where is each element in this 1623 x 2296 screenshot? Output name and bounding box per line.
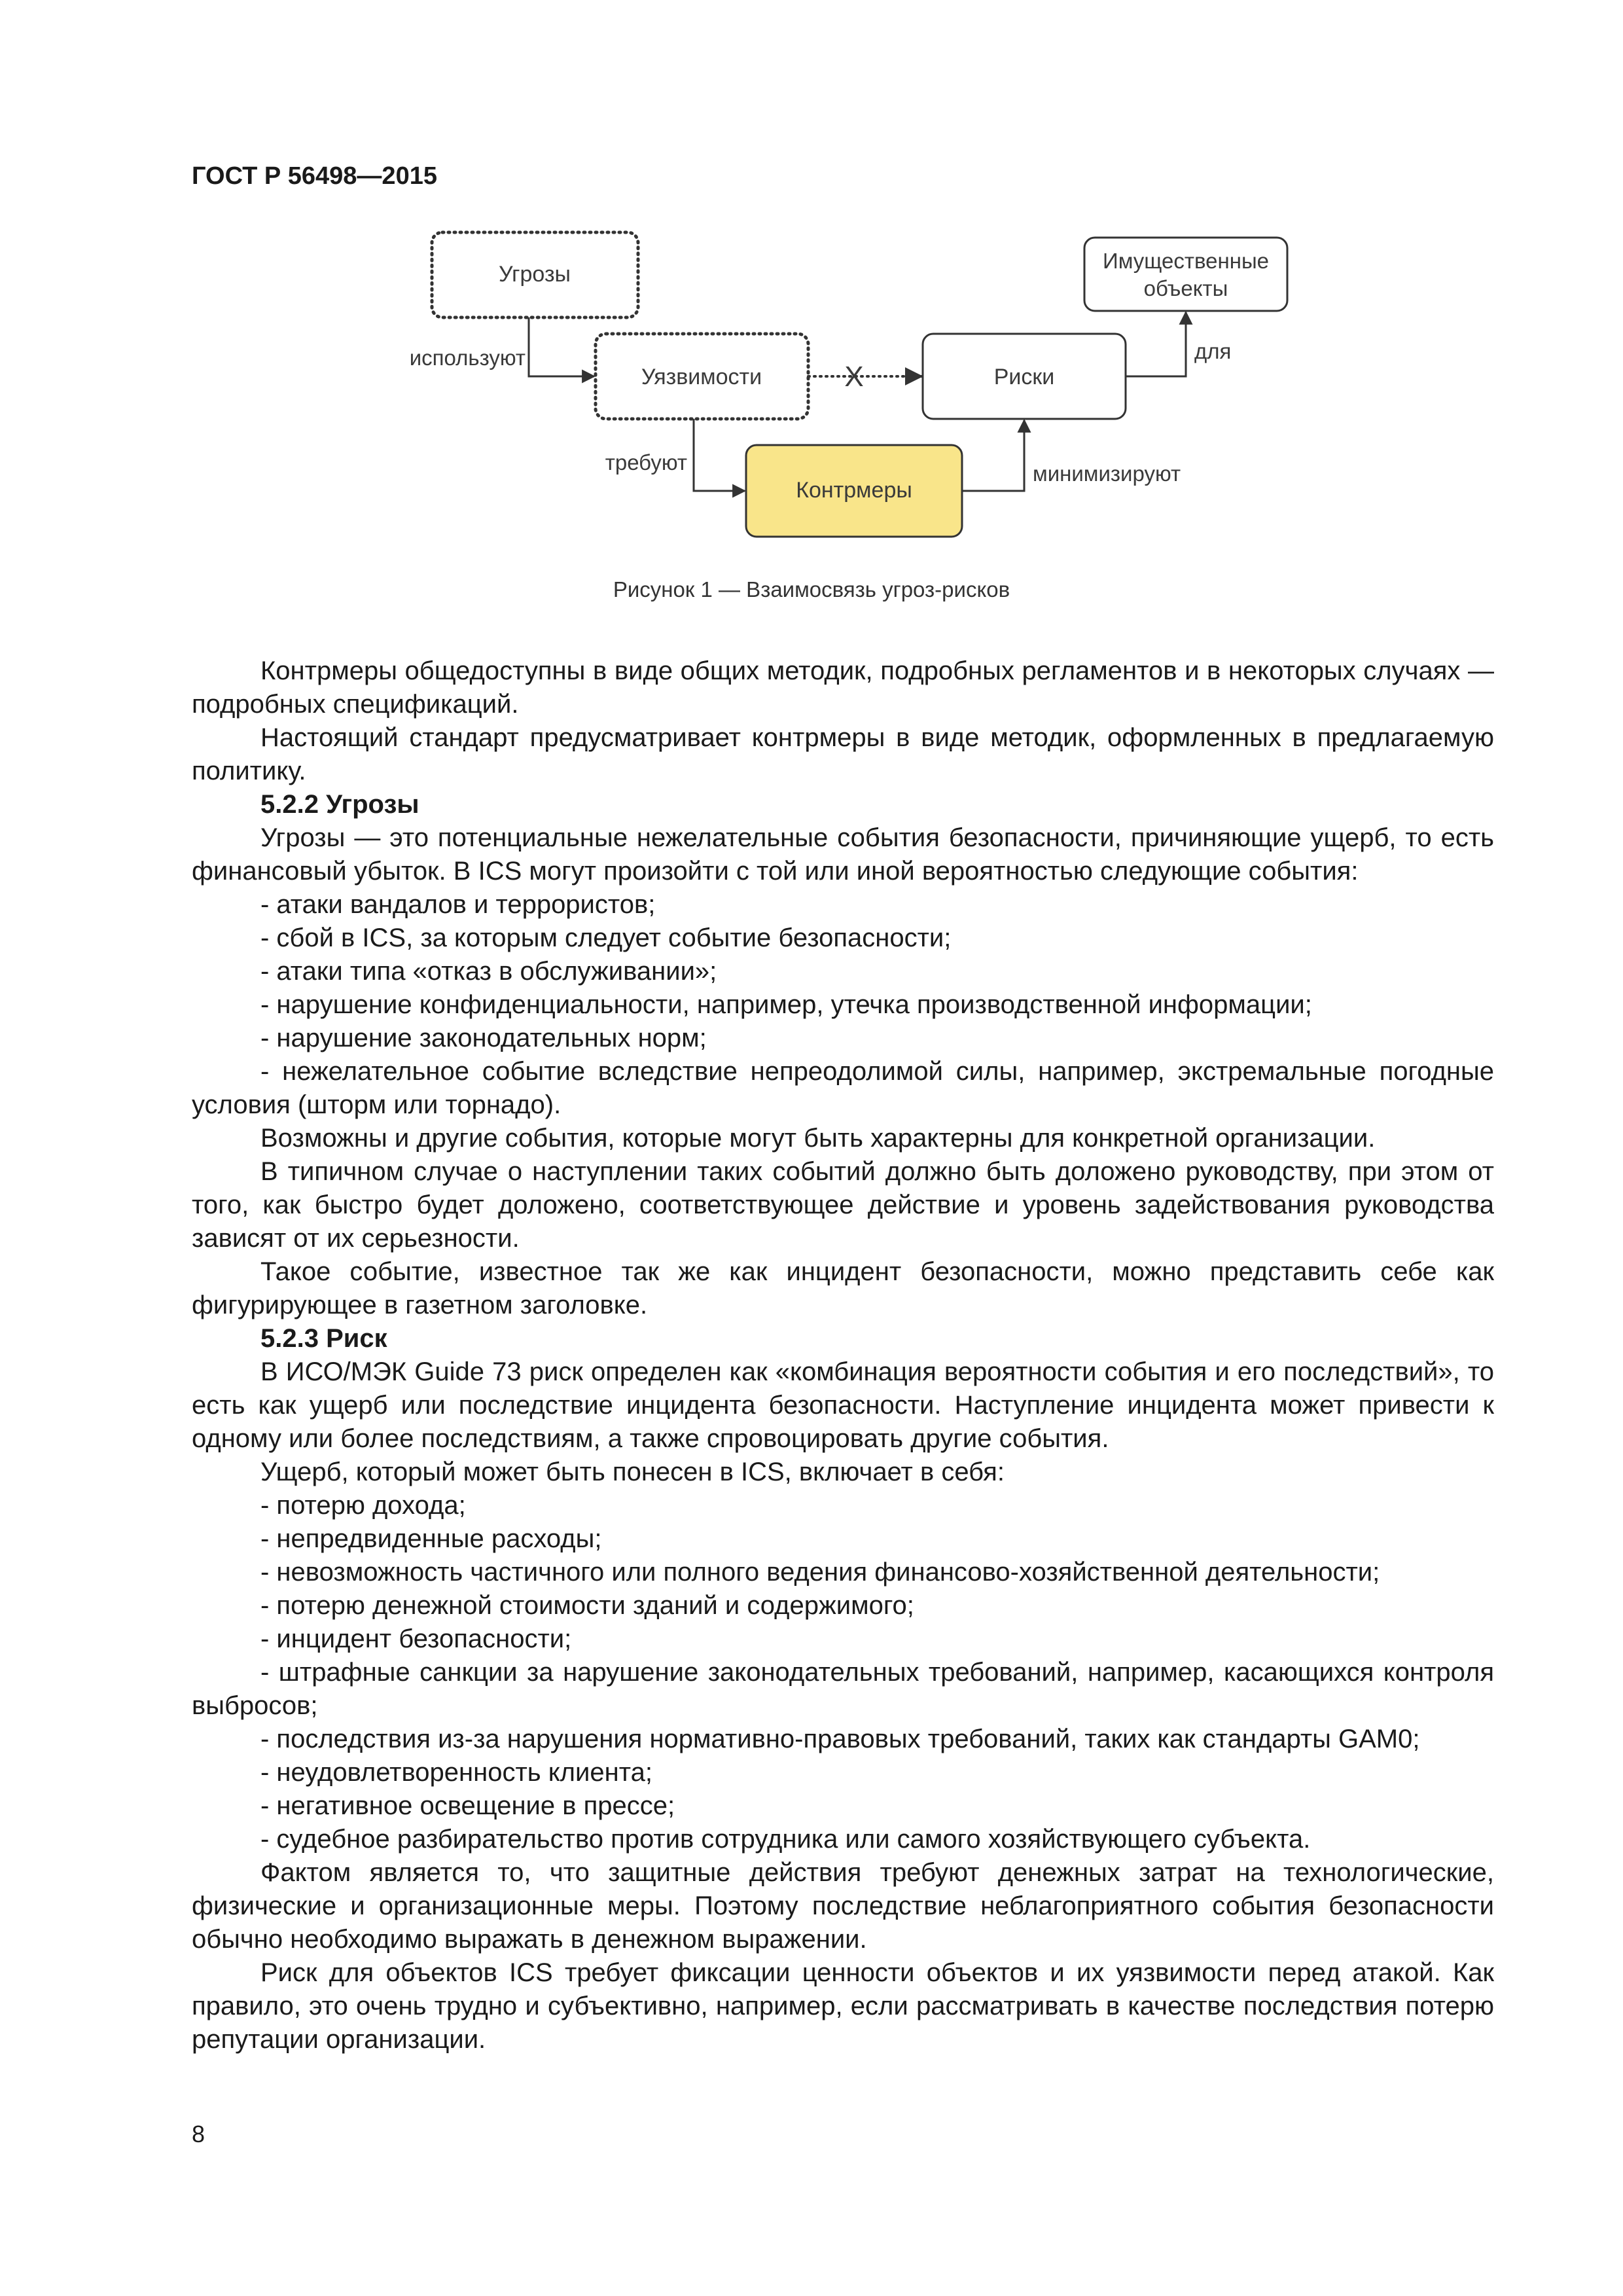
list-item: - атаки типа «отказ в обслуживании»; — [260, 957, 717, 986]
countermeasures-label: Контрмеры — [796, 478, 912, 503]
page-number: 8 — [192, 2121, 205, 2147]
list-item: - негативное освещение в прессе; — [260, 1791, 675, 1820]
minimize-label: минимизируют — [1033, 461, 1181, 486]
paragraph: Угрозы — это потенциальные нежелательные события безопасности, причиняющие ущерб, то есть финансовый убыток. В ICS могут произойти с той или иной вероятностью следующие события: — [192, 823, 1494, 886]
paragraph: Настоящий стандарт предусматривает контрмеры в виде методик, оформленных в предлагаемую политику. — [192, 723, 1494, 785]
assets-label-line1: Имущественные — [1102, 249, 1270, 273]
paragraph: Возможны и другие события, которые могут быть характерны для конкретной организации. — [260, 1124, 1376, 1153]
paragraph: Контрмеры общедоступны в виде общих методик, подробных регламентов и в некоторых случаях — подробных спецификаций. — [192, 656, 1494, 719]
assets-node — [1084, 238, 1287, 311]
risks-node — [923, 334, 1126, 419]
vulnerabilities-node — [596, 334, 808, 419]
list-item: - последствия из-за нарушения нормативно-правовых требований, таких как стандарты GAM0; — [260, 1725, 1420, 1753]
assets-label-line2: объекты — [1143, 276, 1228, 300]
require-label: требуют — [605, 450, 687, 475]
section-heading-5-2-3: 5.2.3 Риск — [260, 1324, 387, 1353]
list-item: - нарушение законодательных норм; — [260, 1024, 707, 1052]
threats-node — [432, 232, 638, 317]
list-item: - нежелательное событие вследствие непреодолимой силы, например, экстремальные погодные условия (шторм или торнадо). — [192, 1057, 1494, 1119]
blocked-cross-icon: X — [844, 361, 864, 393]
vulnerabilities-label: Уязвимости — [641, 365, 762, 389]
list-item: - неудовлетворенность клиента; — [260, 1758, 652, 1787]
list-item: - потерю денежной стоимости зданий и содержимого; — [260, 1591, 914, 1620]
countermeasures-node — [746, 445, 962, 537]
paragraph: Риск для объектов ICS требует фиксации ценности объектов и их уязвимости перед атакой. Как правило, это очень трудно и субъективно, например, если рассматривать в качестве последствия потерю репутации организации. — [192, 1958, 1494, 2054]
threat-risk-diagram — [366, 216, 1315, 569]
paragraph: В ИСО/МЭК Guide 73 риск определен как «комбинация вероятности события и его последствий», то есть как ущерб или последствие инцидента безопасности. Наступление инцидента может привести к одному или более последствиям, а также спровоцировать другие события. — [192, 1357, 1494, 1453]
list-item: - невозможность частичного или полного ведения финансово-хозяйственной деятельности; — [260, 1558, 1380, 1587]
list-item: - атаки вандалов и террористов; — [260, 890, 656, 919]
document-header: ГОСТ Р 56498—2015 — [192, 162, 437, 190]
risks-label: Риски — [993, 365, 1055, 389]
threats-label: Угрозы — [499, 262, 571, 287]
section-heading-5-2-2: 5.2.2 Угрозы — [260, 790, 419, 819]
paragraph: Такое событие, известное так же как инцидент безопасности, можно представить себе как фигурирующее в газетном заголовке. — [192, 1257, 1494, 1319]
list-item: - нарушение конфиденциальности, например, утечка производственной информации; — [260, 990, 1312, 1019]
list-item: - инцидент безопасности; — [260, 1624, 572, 1653]
list-item: - сбой в ICS, за которым следует событие безопасности; — [260, 924, 952, 952]
document-body — [192, 655, 1494, 2056]
list-item: - потерю дохода; — [260, 1491, 466, 1520]
list-item: - судебное разбирательство против сотрудника или самого хозяйствующего субъекта. — [260, 1825, 1311, 1854]
use-label: используют — [409, 346, 526, 370]
figure-caption: Рисунок 1 — Взаимосвязь угроз-рисков — [613, 577, 1010, 601]
for-label: для — [1194, 339, 1232, 363]
paragraph: Ущерб, который может быть понесен в ICS, включает в себя: — [260, 1458, 1005, 1486]
paragraph: Фактом является то, что защитные действия требуют денежных затрат на технологические, физические и организационные меры. Поэтому последствие неблагоприятного события безопасности обычно необходимо выражать в денежном выражении. — [192, 1858, 1494, 1954]
paragraph: В типичном случае о наступлении таких событий должно быть доложено руководству, при этом от того, как быстро будет доложено, соответствующее действие и уровень задействования руководства зависят от их серьезности. — [192, 1157, 1494, 1253]
list-item: - штрафные санкции за нарушение законодательных требований, например, касающихся контроля выбросов; — [192, 1658, 1494, 1720]
list-item: - непредвиденные расходы; — [260, 1524, 602, 1553]
